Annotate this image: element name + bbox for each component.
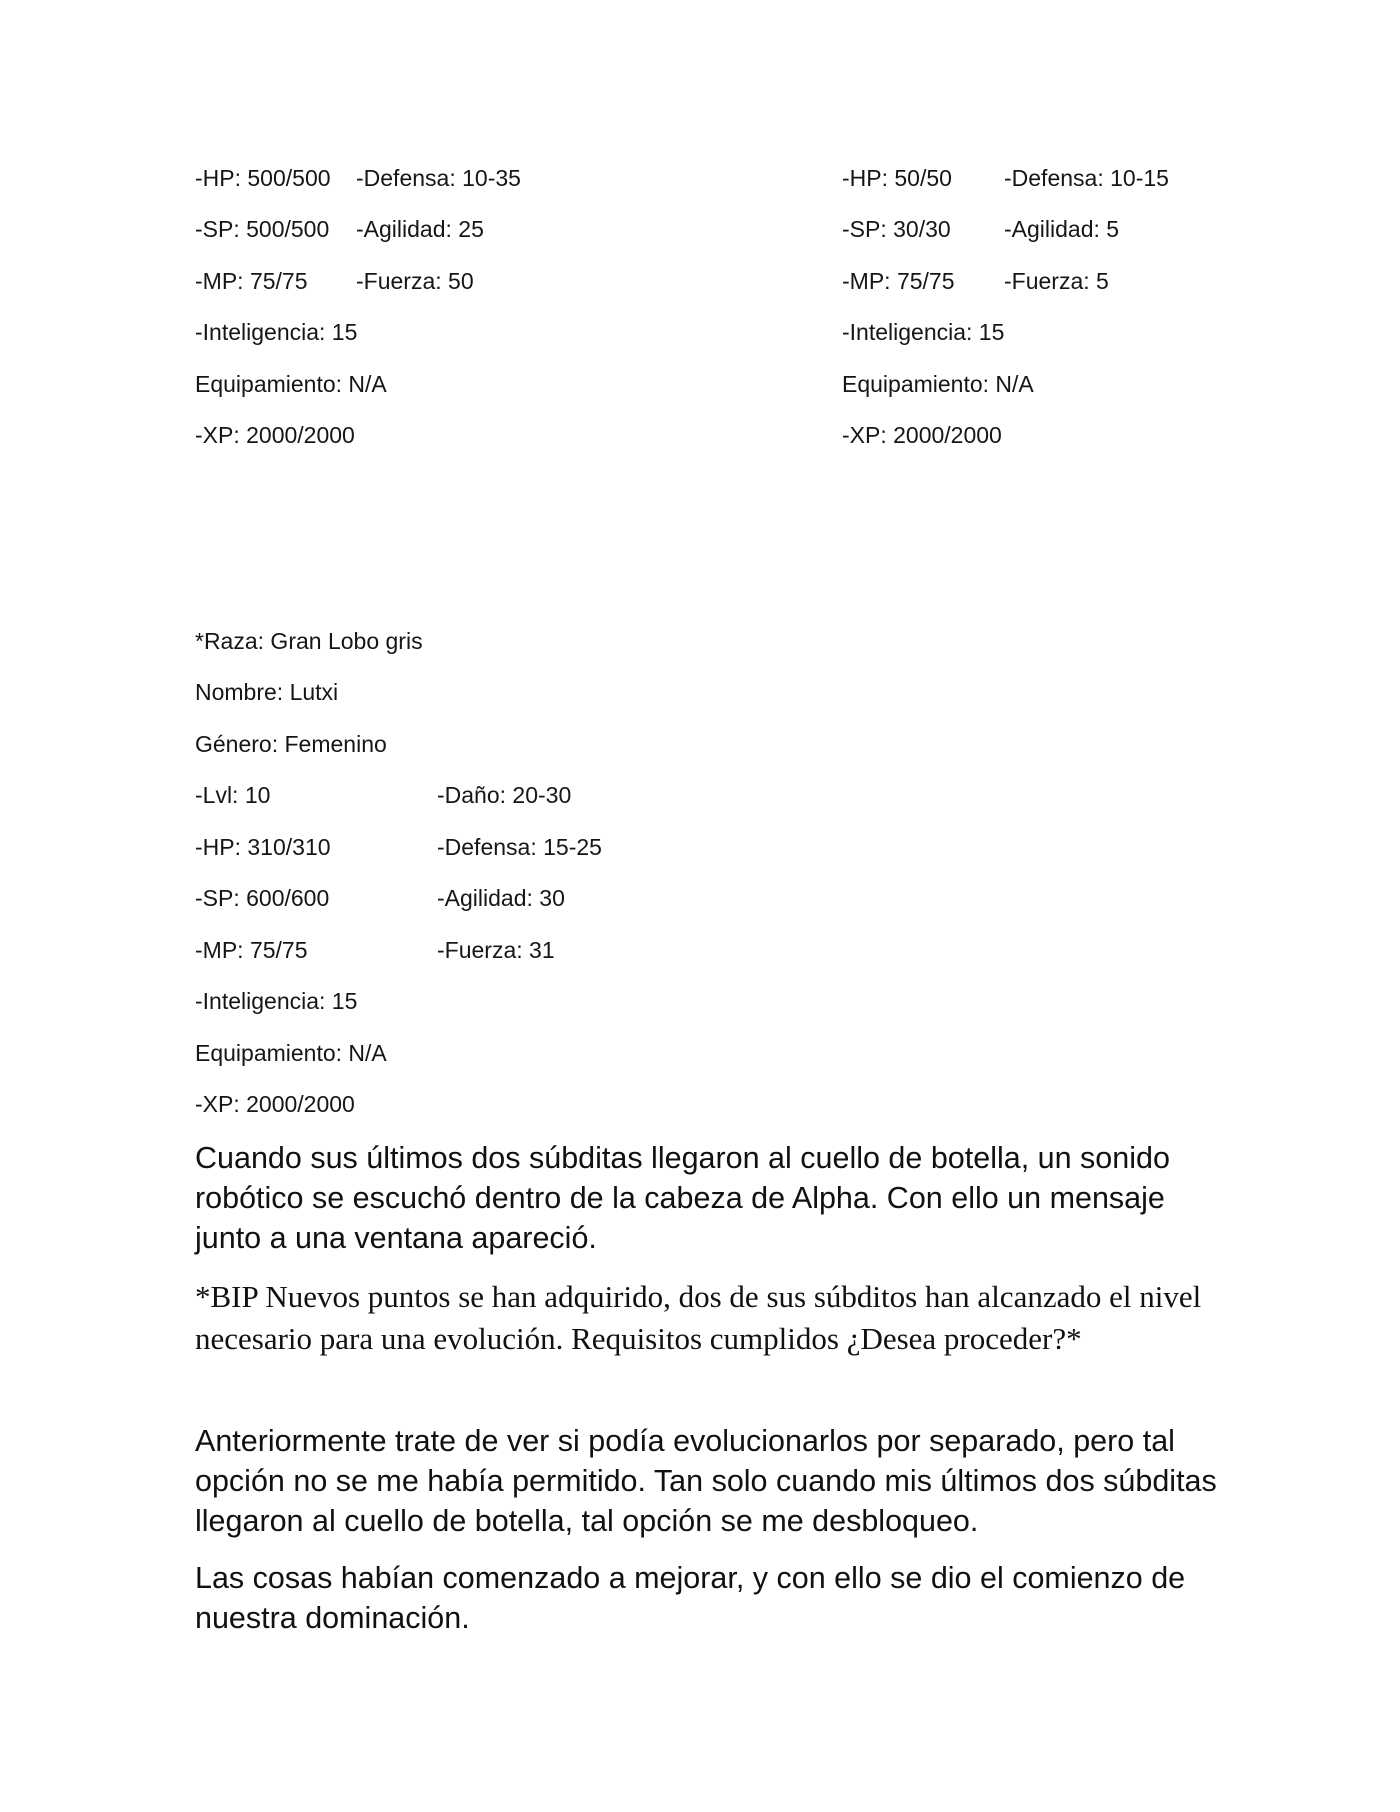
right-defensa: -Defensa: 10-15 — [1004, 165, 1169, 191]
lutxi-genero: Género: Femenino — [195, 731, 387, 757]
left-sp: -SP: 500/500 — [195, 216, 330, 242]
right-equipamiento: Equipamiento: N/A — [842, 371, 1034, 397]
lutxi-hp: -HP: 310/310 — [195, 834, 331, 860]
left-agilidad: -Agilidad: 25 — [356, 216, 484, 242]
lutxi-nombre: Nombre: Lutxi — [195, 679, 339, 705]
left-fuerza: -Fuerza: 50 — [356, 268, 474, 294]
left-mp: -MP: 75/75 — [195, 268, 308, 294]
lutxi-sp: -SP: 600/600 — [195, 885, 330, 911]
right-fuerza: -Fuerza: 5 — [1004, 268, 1109, 294]
narrative-paragraph-1: Cuando sus últimos dos súbditas llegaron al cuello de botella, un sonido robótico se escuchó dentro de la cabeza de Alpha. Con ello un mensaje junto a una ventana apareció. — [195, 1141, 1170, 1255]
lutxi-xp: -XP: 2000/2000 — [195, 1091, 355, 1117]
lutxi-dano: -Daño: 20-30 — [437, 782, 572, 808]
left-defensa: -Defensa: 10-35 — [356, 165, 521, 191]
left-equipamiento: Equipamiento: N/A — [195, 371, 387, 397]
lutxi-agilidad: -Agilidad: 30 — [437, 885, 565, 911]
lutxi-equipamiento: Equipamiento: N/A — [195, 1040, 387, 1066]
narrative-paragraph-2: Anteriormente trate de ver si podía evolucionarlos por separado, pero tal opción no se me había permitido. Tan solo cuando mis últimos dos súbditas llegaron al cuello de botella, tal opción se me desbloqueo. — [195, 1424, 1217, 1538]
right-hp: -HP: 50/50 — [842, 165, 952, 191]
lutxi-inteligencia: -Inteligencia: 15 — [195, 988, 358, 1014]
lutxi-raza: *Raza: Gran Lobo gris — [195, 628, 423, 654]
right-sp: -SP: 30/30 — [842, 216, 951, 242]
system-message: *BIP Nuevos puntos se han adquirido, dos de sus súbditos han alcanzado el nivel necesario para una evolución. Requisitos cumplidos ¿Desea proceder?* — [195, 1279, 1202, 1356]
narrative-paragraph-3: Las cosas habían comenzado a mejorar, y con ello se dio el comienzo de nuestra dominación. — [195, 1561, 1186, 1635]
right-inteligencia: -Inteligencia: 15 — [842, 319, 1005, 345]
left-inteligencia: -Inteligencia: 15 — [195, 319, 358, 345]
left-xp: -XP: 2000/2000 — [195, 422, 355, 448]
lutxi-lvl: -Lvl: 10 — [195, 782, 271, 808]
right-mp: -MP: 75/75 — [842, 268, 955, 294]
right-xp: -XP: 2000/2000 — [842, 422, 1002, 448]
lutxi-mp: -MP: 75/75 — [195, 937, 308, 963]
left-hp: -HP: 500/500 — [195, 165, 331, 191]
right-agilidad: -Agilidad: 5 — [1004, 216, 1120, 242]
lutxi-defensa: -Defensa: 15-25 — [437, 834, 602, 860]
lutxi-fuerza: -Fuerza: 31 — [437, 937, 555, 963]
